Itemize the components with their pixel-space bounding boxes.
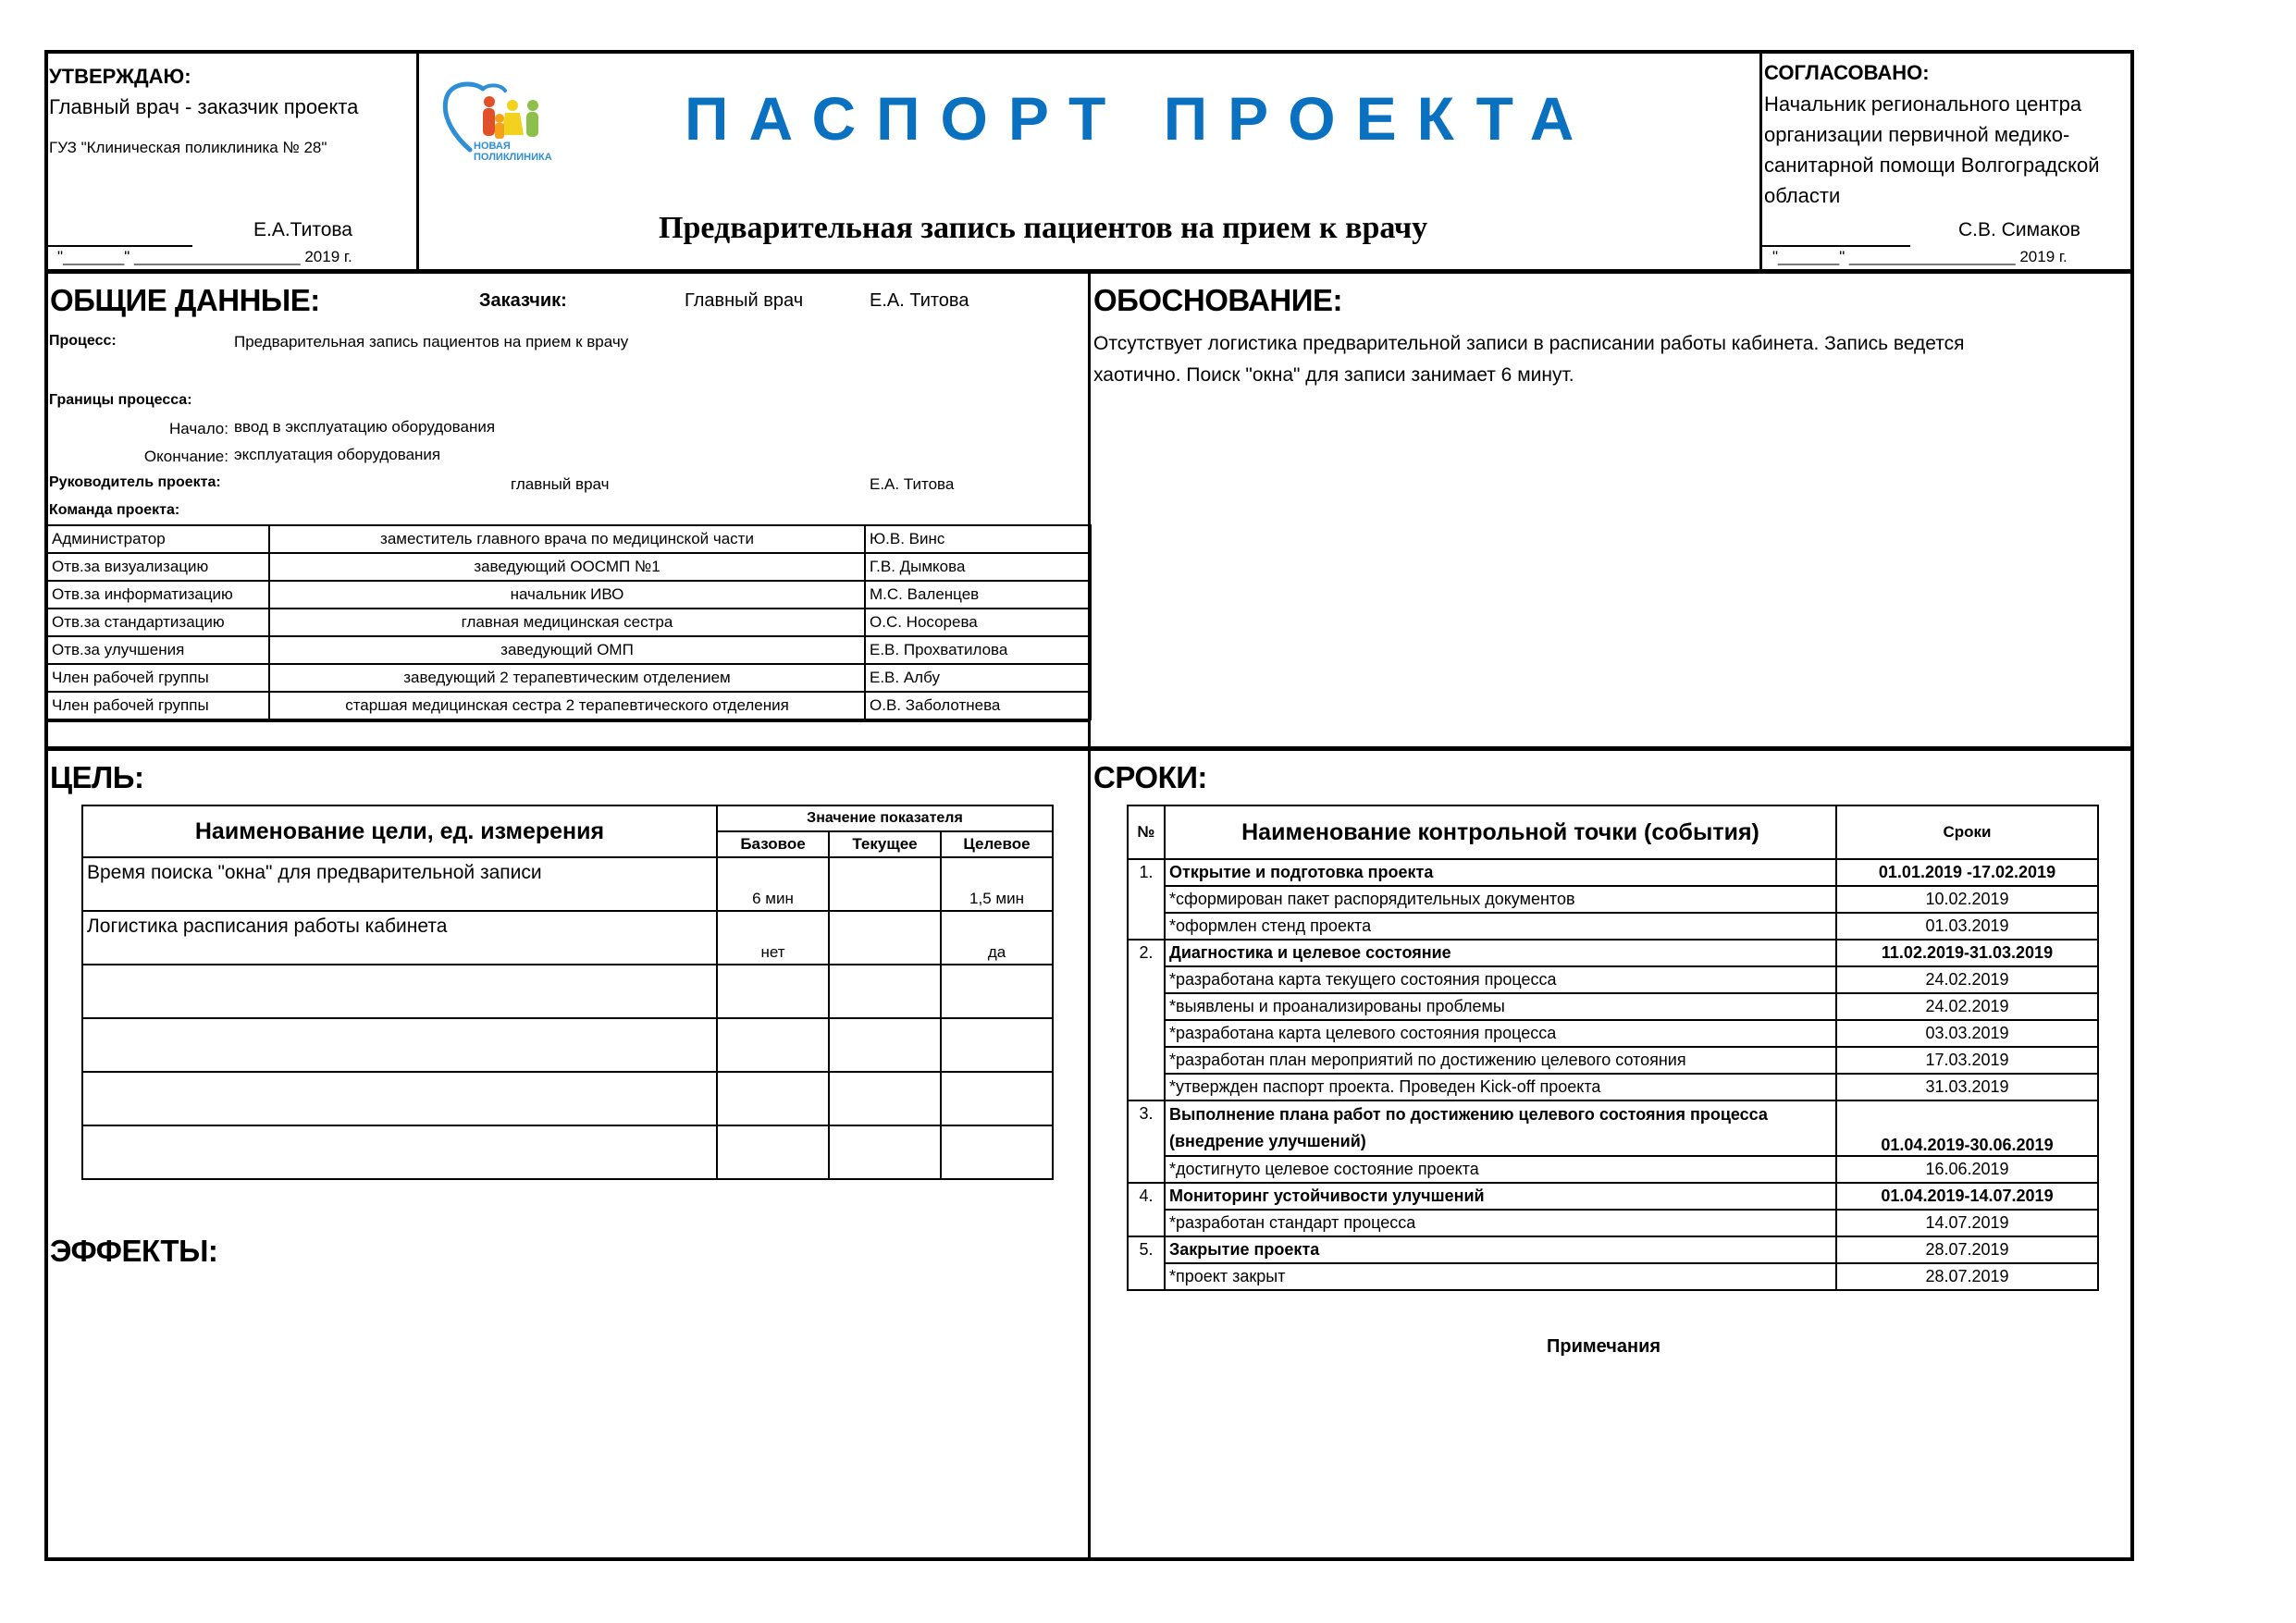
justification-line-1: Отсутствует логистика предварительной записи в расписании работы кабинета. Запись ведется (1093, 333, 1965, 354)
team-name: М.С. Валенцев (865, 581, 1091, 609)
logo-heart-top (483, 85, 505, 91)
agreed-signature-line (1762, 245, 1910, 247)
schedule-name: *достигнуто целевое состояние проекта (1165, 1156, 1836, 1183)
schedule-name (1165, 1100, 1836, 1156)
schedule-row (1128, 913, 2098, 940)
schedule-name: *оформлен стенд проекта (1165, 913, 1836, 940)
team-role: Член рабочей группы (47, 692, 269, 719)
goal-current (829, 911, 941, 965)
logo-figure-1-body (483, 108, 495, 136)
schedule-no: 2. (1128, 940, 1165, 1100)
schedule-dates: 11.02.2019-31.03.2019 (1836, 940, 2098, 966)
header-left-divider (416, 50, 419, 272)
schedule-dates: 01.03.2019 (1836, 913, 2098, 940)
schedule-row (1128, 1263, 2098, 1290)
approve-title: УТВЕРЖДАЮ: (49, 65, 191, 88)
goal-base: 6 мин (717, 857, 829, 911)
schedule-col-name: Наименование контрольной точки (события) (1165, 805, 1836, 859)
team-role: Администратор (47, 525, 269, 553)
team-role: Отв.за визуализацию (47, 553, 269, 581)
start-value: ввод в эксплуатацию оборудования (234, 418, 496, 436)
team-role: Отв.за стандартизацию (47, 609, 269, 636)
goal-base (717, 965, 829, 1018)
goal-base: нет (717, 911, 829, 965)
team-name: О.В. Заболотнева (865, 692, 1091, 719)
schedule-name: Открытие и подготовка проекта (1165, 859, 1836, 886)
goal-base (717, 1072, 829, 1125)
logo-figure-2 (495, 114, 504, 123)
team-role: Отв.за информатизацию (47, 581, 269, 609)
team-position: заведующий ОМП (269, 636, 865, 664)
agreed-signer: С.В. Симаков (1958, 219, 2080, 240)
schedule-name-line-1: Выполнение плана работ по достижению целевого состояния процесса (1169, 1105, 1768, 1124)
goal-current (829, 1018, 941, 1072)
general-title: ОБЩИЕ ДАННЫЕ: (50, 283, 320, 317)
end-label: Окончание: (143, 448, 228, 465)
goal-col-group: Значение показателя (717, 805, 1053, 831)
schedule-col-dates: Сроки (1836, 805, 2098, 859)
goal-name (82, 1018, 717, 1072)
notes-label: Примечания (1547, 1336, 1661, 1357)
schedule-row (1128, 1183, 2098, 1210)
goal-base (717, 1018, 829, 1072)
agreed-line-2: организации первичной медико- (1764, 123, 2070, 146)
process-value: Предварительная запись пациентов на прием к врачу (234, 333, 629, 350)
customer-name: Е.А. Титова (870, 290, 969, 311)
goal-target (941, 1018, 1053, 1072)
logo (438, 81, 577, 174)
schedule-dates: 01.01.2019 -17.02.2019 (1836, 859, 2098, 886)
team-row (47, 553, 1091, 581)
team-position: начальник ИВО (269, 581, 865, 609)
team-row (47, 525, 1091, 553)
approve-date: "_______" ___________________ 2019 г. (57, 248, 352, 265)
goal-current (829, 1125, 941, 1179)
team-role: Отв.за улучшения (47, 636, 269, 664)
schedule-name: Диагностика и целевое состояние (1165, 940, 1836, 966)
agreed-line-4: области (1764, 184, 1841, 207)
lead-name: Е.А. Титова (870, 475, 955, 493)
goal-current (829, 1072, 941, 1125)
approve-signature-line (46, 245, 192, 247)
team-position: главная медицинская сестра (269, 609, 865, 636)
goal-name (82, 1072, 717, 1125)
bounds-label: Границы процесса: (49, 392, 192, 408)
schedule-row (1128, 1236, 2098, 1263)
end-value: эксплуатация оборудования (234, 446, 441, 463)
team-row (47, 609, 1091, 636)
logo-figure-3-body (501, 113, 524, 135)
goal-base (717, 1125, 829, 1179)
team-table (46, 524, 1092, 720)
logo-figure-2-body (495, 123, 504, 139)
goal-target (941, 965, 1053, 1018)
lead-role: главный врач (511, 475, 610, 493)
customer-label: Заказчик: (479, 290, 567, 311)
goal-row (82, 965, 1053, 1018)
goal-row (82, 1072, 1053, 1125)
logo-text-2: ПОЛИКЛИНИКА (474, 152, 552, 163)
team-position: заведующий 2 терапевтическим отделением (269, 664, 865, 692)
agreed-line-1: Начальник регионального центра (1764, 92, 2082, 116)
schedule-no: 1. (1128, 859, 1165, 940)
header-right-divider (1759, 50, 1762, 272)
logo-figure-1 (484, 96, 495, 107)
team-row (47, 692, 1091, 719)
goal-target: 1,5 мин (941, 857, 1053, 911)
goal-current (829, 965, 941, 1018)
schedule-row (1128, 1074, 2098, 1100)
goal-target: да (941, 911, 1053, 965)
approve-role: Главный врач - заказчик проекта (49, 95, 359, 118)
schedule-no: 4. (1128, 1183, 1165, 1236)
goal-row (82, 1125, 1053, 1179)
goal-col-target: Целевое (941, 831, 1053, 857)
schedule-row (1128, 1020, 2098, 1047)
customer-role: Главный врач (685, 290, 804, 311)
schedule-row (1128, 940, 2098, 966)
start-label: Начало: (169, 420, 228, 437)
process-label: Процесс: (49, 333, 117, 349)
schedule-row (1128, 1047, 2098, 1074)
center-divider (1088, 272, 1091, 1561)
schedule-table (1127, 805, 2099, 1291)
team-name: Е.В. Прохватилова (865, 636, 1091, 664)
goal-target (941, 1125, 1053, 1179)
team-bottom-line (46, 720, 1090, 722)
schedule-name: *разработан стандарт процесса (1165, 1210, 1836, 1236)
schedule-dates: 16.06.2019 (1836, 1156, 2098, 1183)
goal-row (82, 857, 1053, 911)
team-name: О.С. Носорева (865, 609, 1091, 636)
goal-title: ЦЕЛЬ: (50, 760, 144, 794)
logo-text-1: НОВАЯ (474, 141, 511, 152)
schedule-dates: 24.02.2019 (1836, 966, 2098, 993)
schedule-name: *разработан план мероприятий по достижению целевого сотояния (1165, 1047, 1836, 1074)
schedule-name: Мониторинг устойчивости улучшений (1165, 1183, 1836, 1210)
logo-figure-3 (507, 100, 518, 111)
justification-line-2: хаотично. Поиск "окна" для записи занимает 6 минут. (1093, 364, 1574, 386)
approve-org: ГУЗ "Клиническая поликлиника № 28" (49, 139, 327, 156)
schedule-row (1128, 1100, 2098, 1156)
schedule-row (1128, 886, 2098, 913)
schedule-dates: 28.07.2019 (1836, 1236, 2098, 1263)
agreed-date: "_______" ___________________ 2019 г. (1772, 248, 2068, 265)
justification-title: ОБОСНОВАНИЕ: (1093, 283, 1342, 317)
page-title: ПАСПОРТ ПРОЕКТА (685, 84, 1595, 153)
team-row (47, 636, 1091, 664)
team-position: заместитель главного врача по медицинской части (269, 525, 865, 553)
goal-col-name: Наименование цели, ед. измерения (82, 805, 717, 857)
goal-name (82, 1125, 717, 1179)
goal-row (82, 911, 1053, 965)
schedule-name: *сформирован пакет распорядительных документов (1165, 886, 1836, 913)
approve-signer: Е.А.Титова (253, 219, 352, 240)
goal-row (82, 1018, 1053, 1072)
team-row (47, 581, 1091, 609)
effects-title: ЭФФЕКТЫ: (50, 1234, 218, 1268)
schedule-dates: 14.07.2019 (1836, 1210, 2098, 1236)
schedule-name: Закрытие проекта (1165, 1236, 1836, 1263)
goal-name: Логистика расписания работы кабинета (82, 911, 717, 965)
schedule-col-no: № (1128, 805, 1165, 859)
goal-name: Время поиска "окна" для предварительной записи (82, 857, 717, 911)
goal-name (82, 965, 717, 1018)
schedule-row (1128, 859, 2098, 886)
schedule-dates: 03.03.2019 (1836, 1020, 2098, 1047)
schedule-row (1128, 1156, 2098, 1183)
team-label: Команда проекта: (49, 502, 180, 518)
team-position: заведующий ООСМП №1 (269, 553, 865, 581)
goal-col-current: Текущее (829, 831, 941, 857)
page-subtitle: Предварительная запись пациентов на прием к врачу (659, 211, 1428, 245)
schedule-name: *выявлены и проанализированы проблемы (1165, 993, 1836, 1020)
goal-current (829, 857, 941, 911)
agreed-line-3: санитарной помощи Волгоградской (1764, 154, 2100, 177)
logo-figure-4 (527, 100, 538, 111)
team-name: Ю.В. Винс (865, 525, 1091, 553)
schedule-no: 5. (1128, 1236, 1165, 1290)
goal-target (941, 1072, 1053, 1125)
schedule-dates: 31.03.2019 (1836, 1074, 2098, 1100)
agreed-title: СОГЛАСОВАНО: (1764, 61, 1930, 84)
schedule-row (1128, 1210, 2098, 1236)
schedule-name: *разработана карта текущего состояния процесса (1165, 966, 1836, 993)
schedule-dates: 17.03.2019 (1836, 1047, 2098, 1074)
schedule-dates: 28.07.2019 (1836, 1263, 2098, 1290)
schedule-no: 3. (1128, 1100, 1165, 1183)
middle-divider (44, 746, 2134, 751)
schedule-title: СРОКИ: (1093, 760, 1207, 794)
schedule-dates: 01.04.2019-14.07.2019 (1836, 1183, 2098, 1210)
schedule-name-line-2: (внедрение улучшений) (1169, 1132, 1366, 1150)
schedule-name: *проект закрыт (1165, 1263, 1836, 1290)
lead-label: Руководитель проекта: (49, 474, 221, 490)
team-row (47, 664, 1091, 692)
team-position: старшая медицинская сестра 2 терапевтического отделения (269, 692, 865, 719)
team-role: Член рабочей группы (47, 664, 269, 692)
schedule-dates: 10.02.2019 (1836, 886, 2098, 913)
schedule-name: *утвержден паспорт проекта. Проведен Kick-off проекта (1165, 1074, 1836, 1100)
goal-col-base: Базовое (717, 831, 829, 857)
schedule-row (1128, 966, 2098, 993)
schedule-row (1128, 993, 2098, 1020)
team-name: Г.В. Дымкова (865, 553, 1091, 581)
team-name: Е.В. Албу (865, 664, 1091, 692)
schedule-dates: 24.02.2019 (1836, 993, 2098, 1020)
goal-table (81, 805, 1054, 1180)
schedule-name: *разработана карта целевого состояния процесса (1165, 1020, 1836, 1047)
logo-figure-4-body (526, 112, 538, 137)
schedule-dates: 01.04.2019-30.06.2019 (1836, 1100, 2098, 1156)
